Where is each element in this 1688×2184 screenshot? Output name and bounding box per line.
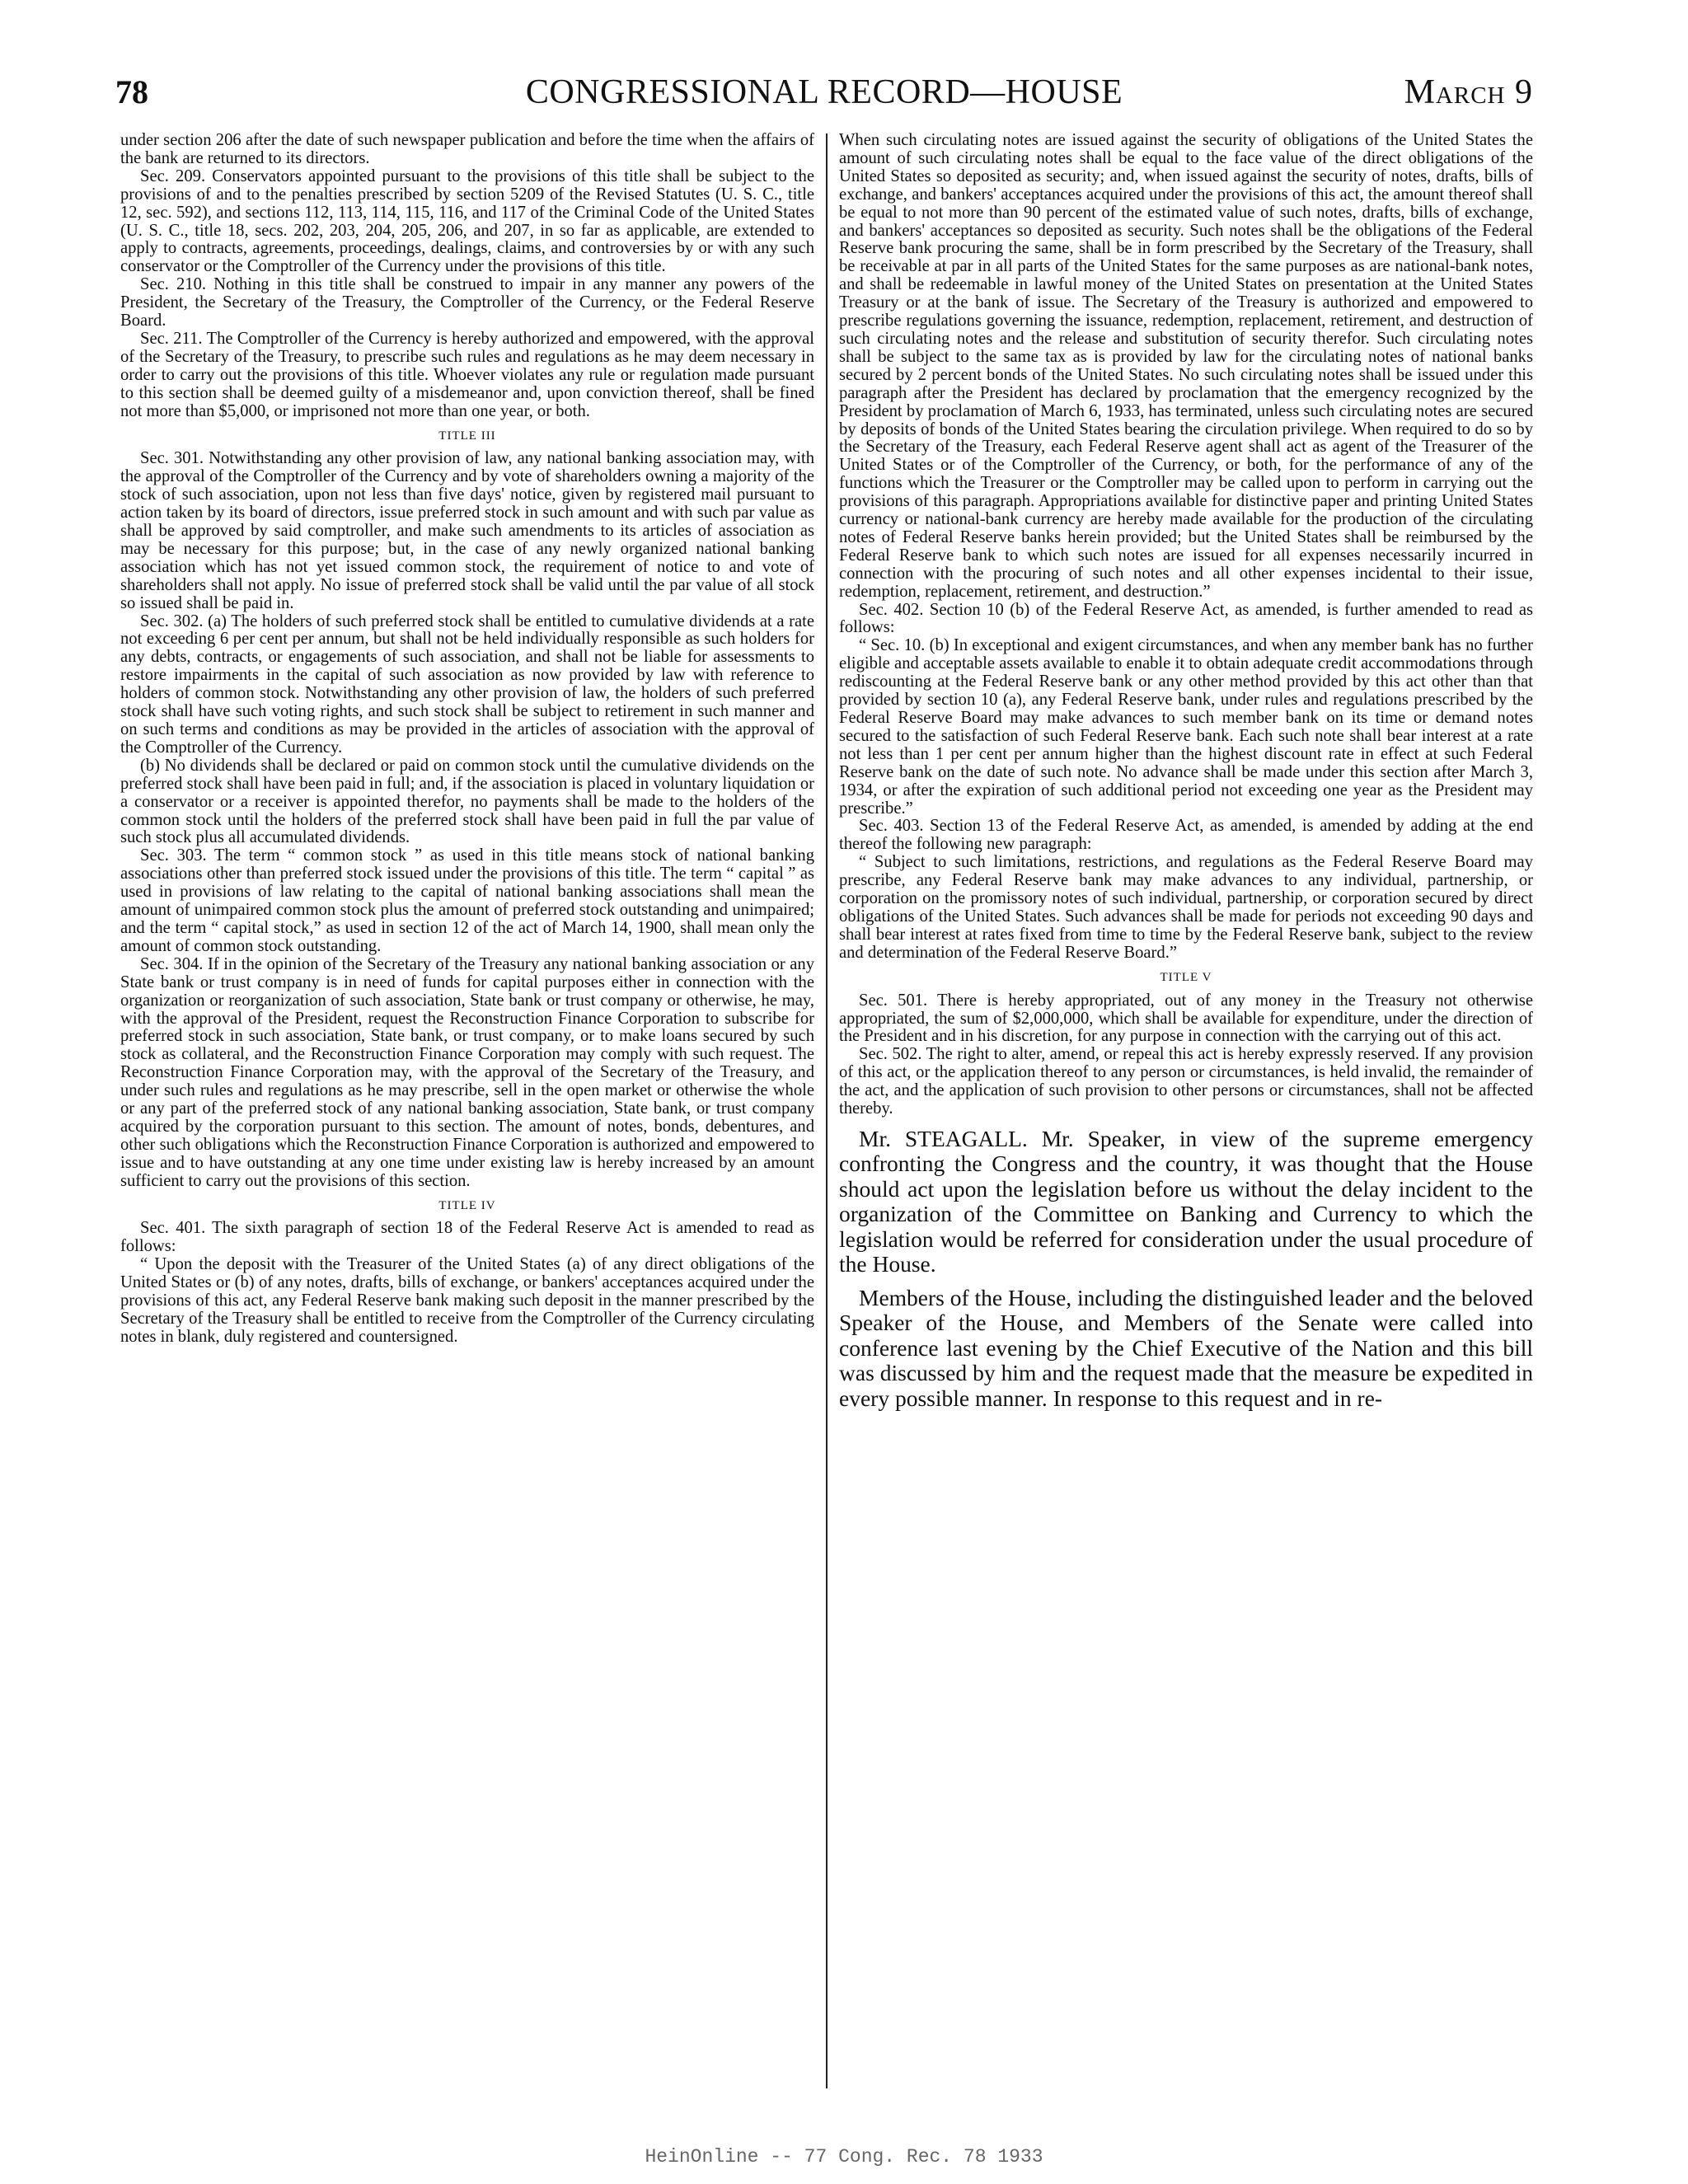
paragraph: Sec. 403. Section 13 of the Federal Reserve Act, as amended, is amended by adding at the end thereof the following new paragraph: [839,817,1533,854]
paragraph: Sec. 211. The Comptroller of the Currency is hereby authorized and empowered, with the approval of the Secretary of the Treasury, to prescribe such rules and regulations as he may deem necessary in order to carry out the provisions of this title. Whoever violates any rule or regulation made pursuant to this section shall be deemed guilty of a misdemeanor and, upon conviction thereof, shall be fined not more than $5,000, or imprisoned not more than one year, or both. [120,329,814,420]
paragraph: Sec. 502. The right to alter, amend, or repeal this act is hereby expressly reserved. If any provision of this act, or the application thereof to any person or circumstances, is held invalid, the remainder of the act, and the application of such provision to other persons or circumstances, shall not be affected thereby. [839,1045,1533,1118]
paragraph: Sec. 209. Conservators appointed pursuant to the provisions of this title shall be subject to the provisions of and to the penalties prescribed by section 5209 of the Revised Statutes (U. S. C., title 12, sec. 592), and sections 112, 113, 114, 115, 116, and 117 of the Criminal Code of the United States (U. S. C., title 18, secs. 202, 203, 204, 205, 206, and 207, in so far as applicable, are extended to apply to contracts, agreements, proceedings, dealings, claims, and controversies by or with any such conservator or the Comptroller of the Currency under the provisions of this title. [120,166,814,276]
page-date: March 9 [1404,73,1533,111]
left-column [120,132,814,1347]
section-heading: TITLE III [438,429,496,443]
speech-paragraph: Mr. STEAGALL. Mr. Speaker, in view of the supreme emergency confronting the Congress and the country, it was thought that the House should act upon the legislation before us without the delay incident to the organization of the Committee on Banking and Currency to which the legislation would be referred for consideration under the usual procedure of the House. [839,1125,1533,1277]
speech-paragraph: Members of the House, including the distinguished leader and the beloved Speaker of the House, and Members of the Senate were called into conference last evening by the Chief Executive of the Nation and this bill was discussed by him and the request made that the measure be expedited in every possible manner. In response to this request and in re- [839,1284,1533,1411]
publication-title: CONGRESSIONAL RECORD—HOUSE [525,73,1123,111]
paragraph: Sec. 210. Nothing in this title shall be construed to impair in any manner any powers of the President, the Secretary of the Treasury, the Comptroller of the Currency, or the Federal Reserve Board. [120,275,814,330]
paragraph: (b) No dividends shall be declared or paid on common stock until the cumulative dividends on the preferred stock shall have been paid in full; and, if the association is placed in voluntary liquidation or a conservator or a receiver is appointed therefor, no payments shall be made to the holders of the common stock until the holders of the preferred stock shall have been paid in full the par value of such stock plus all accumulated dividends. [120,756,814,847]
paragraph: Sec. 301. Notwithstanding any other provision of law, any national banking association may, with the approval of the Comptroller of the Currency and by vote of shareholders owning a majority of the stock of such association, upon not less than five days' notice, given by registered mail pursuant to action taken by its board of directors, issue preferred stock in such amount and with such par value as shall be approved by said comptroller, and make such amendments to its articles of association as may be necessary for this purpose; but, in the case of any newly organized national banking association which has not yet issued common stock, the requirement of notice to and vote of shareholders shall not apply. No issue of preferred stock shall be valid until the par value of all stock so issued shall be paid in. [120,449,814,612]
paragraph: Sec. 303. The term “ common stock ” as used in this title means stock of national banking associations other than preferred stock issued under the provisions of this title. The term “ capital ” as used in provisions of law relating to the capital of national banking associations shall mean the amount of unimpaired common stock plus the amount of preferred stock outstanding and unimpaired; and the term “ capital stock,” as used in section 12 of the act of March 14, 1900, shall mean only the amount of common stock outstanding. [120,846,814,955]
right-column [839,132,1533,1411]
page-header [115,73,1533,120]
paragraph: “ Sec. 10. (b) In exceptional and exigent circumstances, and when any member bank has no further eligible and acceptable assets available to enable it to obtain adequate credit accommodations through rediscounting at the Federal Reserve bank or any other method provided by this act other than that provided by section 10 (a), any Federal Reserve bank, under rules and regulations prescribed by the Federal Reserve Board may make advances to such member bank on its time or demand notes secured to the satisfaction of such Federal Reserve bank. Each such note shall bear interest at a rate not less than 1 per cent per annum higher than the highest discount rate in effect at such Federal Reserve bank on the date of such note. No advance shall be made under this section after March 3, 1934, or after the expiration of such additional period not exceeding one year as the President may prescribe.” [839,636,1533,818]
page-number: 78 [115,73,148,110]
paragraph: Sec. 302. (a) The holders of such preferred stock shall be entitled to cumulative dividends at a rate not exceeding 6 per cent per annum, but shall not be held individually responsible as such holders for any debts, contracts, or engagements of such association, and shall not be liable for assessments to restore impairments in the capital of such association as now provided by law with reference to holders of common stock. Notwithstanding any other provision of law, the holders of such preferred stock shall have such voting rights, and such stock shall be subject to retirement in such manner and on such terms and conditions as may be provided in the articles of association with the approval of the Comptroller of the Currency. [120,612,814,757]
paragraph: Sec. 402. Section 10 (b) of the Federal Reserve Act, as amended, is further amended to read as follows: [839,600,1533,637]
paragraph: “ Subject to such limitations, restrictions, and regulations as the Federal Reserve Board may prescribe, any Federal Reserve bank may make advances to any individual, partnership, or corporation on the promissory notes of such individual, partnership, or corporation secured by direct obligations of the United States. Such advances shall be made for periods not exceeding 90 days and shall bear interest at rates fixed from time to time by the Federal Reserve bank, subject to the review and determination of the Federal Reserve Board.” [839,853,1533,962]
source-citation: HeinOnline -- 77 Cong. Rec. 78 1933 [645,2146,1043,2168]
section-heading: TITLE IV [438,1198,496,1212]
paragraph: “ Upon the deposit with the Treasurer of the United States (a) of any direct obligations of the United States or (b) of any notes, drafts, bills of exchange, or bankers' acceptances acquired under the provisions of this act, any Federal Reserve bank making such deposit in the manner prescribed by the Secretary of the Treasury shall be entitled to receive from the Comptroller of the Currency circulating notes in blank, duly registered and countersigned. [120,1255,814,1346]
paragraph: Sec. 304. If in the opinion of the Secretary of the Treasury any national banking association or any State bank or trust company is in need of funds for capital purposes either in connection with the organization or reorganization of such association, State bank or trust company or otherwise, he may, with the approval of the President, request the Reconstruction Finance Corporation to subscribe for preferred stock in such association, State bank, or trust company, or to make loans secured by such stock as collateral, and the Reconstruction Finance Corporation may comply with such request. The Reconstruction Finance Corporation may, with the approval of the Secretary of the Treasury, and under such rules and regulations as he may prescribe, sell in the open market or otherwise the whole or any part of the preferred stock of any national banking association, State bank, or trust company acquired by the corporation pursuant to this section. The amount of notes, bonds, debentures, and other such obligations which the Reconstruction Finance Corporation is authorized and empowered to issue and to have outstanding at any one time under existing law is hereby increased by an amount sufficient to carry out the provisions of this section. [120,954,814,1190]
section-heading: TITLE V [1160,970,1212,984]
paragraph: Sec. 401. The sixth paragraph of section 18 of the Federal Reserve Act is amended to read as follows: [120,1219,814,1256]
paragraph: Sec. 501. There is hereby appropriated, out of any money in the Treasury not otherwise appropriated, the sum of $2,000,000, which shall be available for expenditure, under the direction of the President and in his discretion, for any purpose in connection with the carrying out of this act. [839,991,1533,1046]
paragraph: under section 206 after the date of such newspaper publication and before the time when the affairs of the bank are returned to its directors. [120,131,814,167]
column-divider [826,134,828,2088]
paragraph: When such circulating notes are issued against the security of obligations of the United States the amount of such circulating notes shall be equal to the face value of the direct obligations of the United States so deposited as security; and, when issued against the security of notes, drafts, bills of exchange, and bankers' acceptances acquired under the provisions of this act, the amount thereof shall be equal to not more than 90 percent of the estimated value of such notes, drafts, bills of exchange, and bankers' acceptances so deposited as security. Such notes shall be the obligations of the Federal Reserve bank procuring the same, shall be in form prescribed by the Secretary of the Treasury, shall be receivable at par in all parts of the United States for the same purposes as are national-bank notes, and shall be redeemable in lawful money of the United States on presentation at the United States Treasury or at the bank of issue. The Secretary of the Treasury is authorized and empowered to prescribe regulations governing the issuance, redemption, replacement, retirement, and destruction of such circulating notes and the release and substitution of security therefor. Such circulating notes shall be subject to the same tax as is provided by law for the circulating notes of national banks secured by 2 percent bonds of the United States. No such circulating notes shall be issued under this paragraph after the President has declared by proclamation that the emergency recognized by the President by proclamation of March 6, 1933, has terminated, unless such circulating notes are secured by deposits of bonds of the United States bearing the circulation privilege. When required to do so by the Secretary of the Treasury, each Federal Reserve agent shall act as agent of the Treasurer of the United States or of the Comptroller of the Currency, or both, for the performance of any of the functions which the Treasurer or the Comptroller may be called upon to perform in carrying out the provisions of this paragraph. Appropriations available for distinctive paper and printing United States currency or national-bank currency are hereby made available for the production of the circulating notes of Federal Reserve banks herein provided; but the United States shall be reimbursed by the Federal Reserve bank to which such notes are issued for all expenses necessarily incurred in connection with the procuring of such notes and all other expenses incidental to their issue, redemption, replacement, retirement, and destruction.” [839,131,1533,601]
